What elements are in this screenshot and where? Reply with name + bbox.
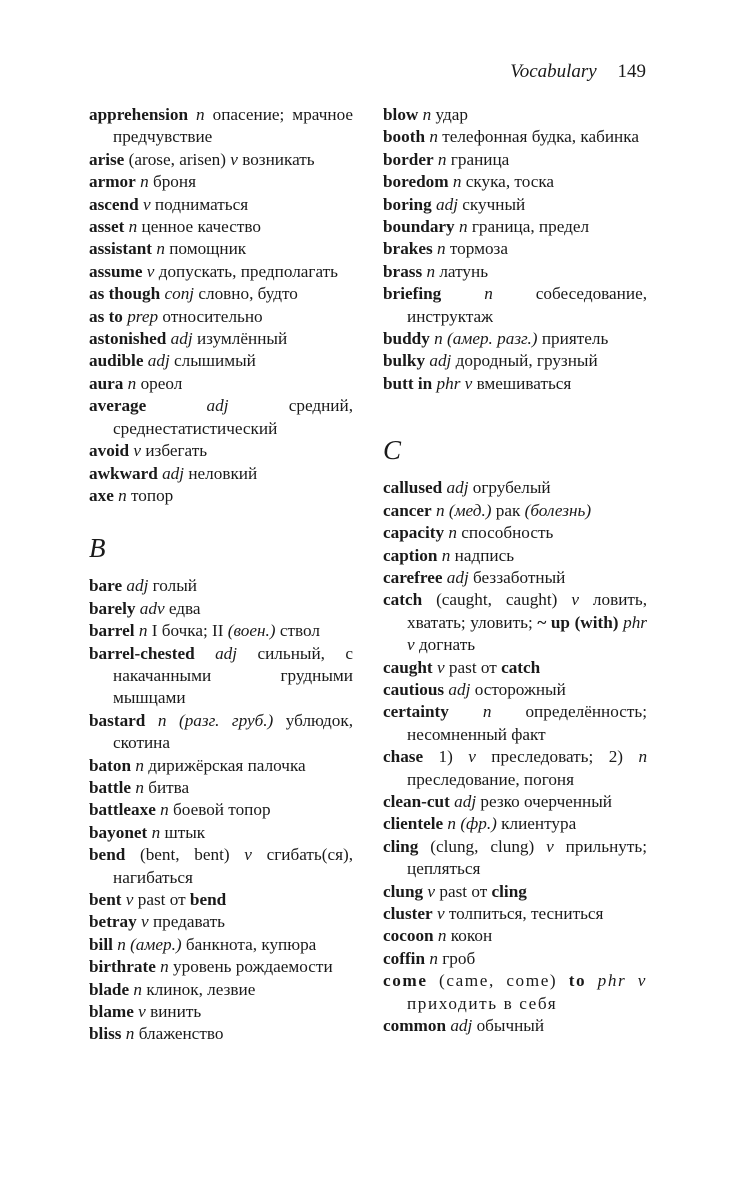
headword: caught (383, 657, 433, 677)
headword: assistant (89, 239, 153, 259)
part-of-speech: n (429, 948, 438, 968)
definition: удар (435, 105, 469, 124)
part-of-speech: n (441, 545, 451, 565)
definition: избегать (145, 441, 208, 461)
definition: относительно (162, 306, 263, 326)
headword: bulky (383, 351, 426, 371)
dictionary-entry (89, 350, 353, 372)
definition: приятель (541, 329, 609, 349)
headword: arise (89, 149, 125, 169)
definition: граница, предел (471, 217, 590, 237)
definition: ореол (140, 373, 183, 393)
dictionary-entry (89, 598, 353, 620)
definition: ублюдок, скотина (113, 710, 353, 753)
part-of-speech: n (638, 747, 648, 767)
dictionary-entry (89, 643, 353, 710)
part-of-speech: v (436, 657, 445, 677)
part-of-speech: adj (206, 396, 229, 416)
headword: ascend (89, 194, 139, 214)
entries-c (383, 477, 647, 1037)
usage-label: (болезнь) (524, 500, 592, 520)
part-of-speech: prep (127, 306, 159, 326)
headword: brass (383, 261, 423, 281)
cross-reference: bend (189, 890, 227, 909)
dictionary-entry (383, 948, 647, 970)
dictionary-entry (383, 216, 647, 238)
dictionary-entry (383, 903, 647, 925)
part-of-speech: adj (215, 643, 238, 663)
part-of-speech: v (230, 149, 238, 169)
section-letter-b: B (89, 533, 106, 564)
definition: граница (450, 149, 510, 169)
definition: определённость; несомненный факт (407, 702, 647, 744)
part-of-speech: conj (164, 284, 195, 304)
definition: кокон (450, 926, 493, 946)
part-of-speech: n (160, 800, 169, 820)
headword: blame (89, 1002, 134, 1022)
definition: обычный (476, 1016, 545, 1036)
definition: подниматься (154, 194, 249, 214)
headword: certainty (383, 702, 449, 722)
usage-label: (разг. груб.) (178, 710, 274, 730)
dictionary-entry (89, 306, 353, 328)
definition: изумлённый (196, 329, 288, 349)
part-of-speech: n (437, 926, 447, 946)
definition: скука, тоска (465, 172, 555, 192)
headword: axe (89, 485, 114, 505)
dictionary-entry (383, 522, 647, 544)
verb-forms: (bent, bent) (139, 845, 230, 865)
part-of-speech: v (146, 261, 155, 281)
definition: резко очерченный (480, 791, 612, 811)
dictionary-entry (89, 1001, 353, 1023)
dictionary-entry (383, 701, 647, 746)
dictionary-entry (89, 979, 353, 1001)
part-of-speech: n (160, 957, 169, 977)
headword: brakes (383, 239, 433, 259)
part-of-speech: n (156, 239, 165, 259)
headword: clung (383, 881, 424, 901)
headword: barrel-chested (89, 643, 195, 663)
definition: ценное качество (141, 217, 261, 237)
definition: догнать (418, 635, 476, 655)
headword: bayonet (89, 822, 148, 842)
dictionary-entry (383, 500, 647, 522)
part-of-speech: n (458, 217, 468, 237)
headword: assume (89, 261, 143, 281)
dictionary-entry (383, 589, 647, 656)
part-of-speech: n (138, 621, 148, 641)
dictionary-entry (89, 620, 353, 642)
part-of-speech: adj (170, 329, 193, 349)
dictionary-entry (383, 925, 647, 947)
headword: butt in (383, 373, 433, 393)
dictionary-entry (89, 799, 353, 821)
part-of-speech: v (138, 1002, 146, 1022)
part-of-speech: adj (448, 679, 471, 699)
dictionary-entry (89, 440, 353, 462)
definition: надпись (454, 545, 515, 565)
dictionary-entry (383, 149, 647, 171)
definition: блаженство (138, 1024, 224, 1044)
part-of-speech: n (135, 777, 144, 797)
definition: собеседование, инструктаж (407, 284, 647, 326)
part-of-speech: n (422, 105, 432, 124)
dictionary-entry (89, 194, 353, 216)
part-of-speech: n (426, 261, 436, 281)
definition: неловкий (188, 463, 258, 483)
dictionary-entry (383, 328, 647, 350)
usage-label: (мед.) (448, 500, 492, 520)
part-of-speech: n (435, 500, 445, 520)
dictionary-entry (383, 881, 647, 903)
dictionary-entry (89, 755, 353, 777)
definition: осторожный (474, 679, 566, 699)
usage-label: (амер. разг.) (447, 329, 538, 349)
part-of-speech: n (448, 523, 457, 543)
part-of-speech: adv (139, 598, 165, 618)
definition: дирижёрская палочка (148, 755, 306, 775)
part-of-speech: v (427, 881, 436, 901)
headword: boredom (383, 172, 449, 192)
part-of-speech: n (447, 814, 457, 834)
dictionary-entry (383, 746, 647, 791)
part-of-speech: adj (147, 351, 170, 371)
definition: броня (152, 172, 196, 192)
definition: past от (439, 881, 488, 901)
part-of-speech: v (141, 912, 149, 932)
headword: cocoon (383, 926, 434, 946)
definition: беззаботный (473, 567, 566, 587)
headword: armor (89, 172, 136, 192)
definition: сильный, с накачанными грудными мышцами (113, 643, 353, 708)
part-of-speech: adj (429, 351, 452, 371)
dictionary-entry (383, 104, 647, 126)
definition: топор (131, 485, 174, 505)
dictionary-entry (383, 126, 647, 148)
definition: латунь (439, 261, 489, 281)
dictionary-entry (383, 261, 647, 283)
definition: преследование, погоня (407, 769, 575, 789)
particle: to (568, 971, 587, 991)
dictionary-entry (383, 791, 647, 813)
cross-reference: cling (491, 881, 527, 901)
headword: blow (383, 105, 419, 124)
headword: carefree (383, 567, 443, 587)
dictionary-entry (89, 238, 353, 260)
definition: слышимый (174, 351, 256, 371)
headword: cancer (383, 500, 432, 520)
headword: battle (89, 777, 132, 797)
dictionary-entry (89, 463, 353, 485)
headword: cling (383, 836, 419, 856)
definition: помощник (169, 239, 247, 259)
part-of-speech: adj (450, 1016, 473, 1036)
definition: прильнуть; цепляться (407, 836, 647, 879)
part-of-speech: adj (162, 463, 185, 483)
headword: come (383, 971, 428, 991)
dictionary-entry (89, 261, 353, 283)
verb-forms: (arose, arisen) (128, 149, 226, 169)
definition: боевой топор (173, 800, 271, 820)
headword: clean-cut (383, 791, 450, 811)
headword: cluster (383, 904, 433, 923)
definition: штык (164, 822, 206, 842)
part-of-speech: n (436, 239, 446, 259)
part-of-speech: n (117, 934, 126, 954)
verb-forms: (came, come) (439, 971, 558, 991)
definition: сгибать(ся), нагибаться (113, 845, 354, 887)
section-letter-c: C (383, 435, 402, 466)
page-number: 149 (617, 61, 646, 82)
dictionary-entry (383, 194, 647, 216)
definition: опасение; мрачное предчувствие (113, 105, 353, 147)
usage-label: (фр.) (460, 814, 497, 834)
part-of-speech: n (157, 710, 167, 730)
verb-forms: (caught, caught) (436, 590, 558, 610)
headword: bend (89, 845, 126, 865)
part-of-speech: v (436, 904, 445, 923)
dictionary-entry (89, 911, 353, 933)
headword: bent (89, 890, 122, 909)
dictionary-entry (383, 567, 647, 589)
definition: рак (495, 500, 521, 520)
definition: тормоза (449, 239, 508, 259)
part-of-speech: n (437, 149, 447, 169)
definition: возникать (242, 149, 315, 169)
part-of-speech: n (140, 172, 149, 192)
part-of-speech: adj (126, 576, 149, 596)
part-of-speech: adj (436, 194, 458, 214)
running-title: Vocabulary (510, 61, 597, 82)
definition: предавать (152, 912, 225, 932)
part-of-speech: n (429, 127, 438, 147)
definition: past от (448, 657, 497, 677)
headword: briefing (383, 284, 442, 304)
right-column (383, 104, 647, 1037)
definition: вмешиваться (476, 373, 572, 393)
headword: callused (383, 478, 443, 498)
part-of-speech: n (135, 755, 144, 775)
sense-number: 2) (608, 747, 624, 767)
definition: I бочка; II (151, 621, 224, 641)
definition: преследовать; (491, 747, 594, 767)
headword: aura (89, 373, 124, 393)
headword: capacity (383, 523, 445, 543)
dictionary-entry (89, 1023, 353, 1045)
definition: битва (148, 777, 190, 797)
definition: уровень рождаемости (173, 957, 333, 977)
headword: catch (383, 590, 423, 610)
dictionary-entry (383, 350, 647, 372)
headword: common (383, 1016, 447, 1036)
dictionary-entry (89, 485, 353, 507)
headword: cautious (383, 679, 445, 699)
definition: клиентура (501, 814, 577, 834)
definition: винить (150, 1002, 202, 1022)
dictionary-entry (383, 970, 647, 1015)
definition: способность (461, 523, 554, 543)
part-of-speech: adj (454, 791, 477, 811)
part-of-speech: n (125, 1024, 135, 1044)
definition: дородный, грузный (455, 351, 598, 371)
dictionary-entry (383, 373, 647, 395)
headword: bill (89, 934, 113, 954)
dictionary-entry (383, 283, 647, 328)
part-of-speech: n (118, 485, 127, 505)
sub-headword: ~ up (with) (537, 612, 619, 632)
definition: огрубелый (472, 478, 551, 498)
dictionary-entry (89, 216, 353, 238)
definition: едва (168, 598, 201, 618)
dictionary-entry (89, 956, 353, 978)
definition: клинок, лезвие (146, 979, 256, 999)
headword: chase (383, 747, 424, 767)
headword: barrel (89, 621, 135, 641)
headword: asset (89, 217, 125, 237)
left-column (89, 104, 353, 1046)
definition: толпиться, тесниться (448, 904, 604, 923)
usage-label: (амер.) (130, 934, 182, 954)
dictionary-entry (89, 575, 353, 597)
dictionary-entry (89, 171, 353, 193)
headword: bliss (89, 1024, 122, 1044)
part-of-speech: v (468, 747, 476, 767)
verb-forms: (clung, clung) (430, 836, 535, 856)
part-of-speech: adj (446, 478, 469, 498)
headword: as though (89, 284, 161, 304)
definition: приходить в себя (407, 993, 558, 1013)
headword: boundary (383, 217, 455, 237)
headword: birthrate (89, 957, 156, 977)
dictionary-entry (89, 822, 353, 844)
part-of-speech: n (128, 217, 138, 237)
dictionary-entry (383, 836, 647, 881)
dictionary-entry (89, 710, 353, 755)
definition: голый (152, 576, 197, 596)
part-of-speech: v (571, 590, 579, 610)
dictionary-entry (89, 395, 353, 440)
dictionary-entry (383, 813, 647, 835)
headword: border (383, 149, 434, 169)
dictionary-entry (89, 104, 353, 149)
headword: awkward (89, 463, 158, 483)
headword: boring (383, 194, 432, 214)
dictionary-entry (89, 328, 353, 350)
part-of-speech: n (452, 172, 462, 192)
sense-number: 1) (438, 747, 453, 767)
running-header (510, 60, 646, 84)
headword: coffin (383, 948, 426, 968)
part-of-speech: v (546, 836, 554, 856)
headword: betray (89, 912, 137, 932)
dictionary-entry (89, 149, 353, 171)
part-of-speech: n (482, 702, 492, 722)
dictionary-entry (383, 477, 647, 499)
headword: average (89, 396, 147, 416)
headword: as to (89, 306, 123, 326)
part-of-speech: n (151, 822, 161, 842)
headword: caption (383, 545, 438, 565)
dictionary-entry (383, 679, 647, 701)
headword: battleaxe (89, 800, 156, 820)
headword: blade (89, 979, 130, 999)
dictionary-entry (383, 545, 647, 567)
headword: bastard (89, 710, 146, 730)
usage-label: (воен.) (227, 621, 276, 641)
part-of-speech: v (142, 194, 151, 214)
definition: ловить, хватать; уловить; (407, 590, 648, 632)
dictionary-entry (383, 238, 647, 260)
part-of-speech: phr v (436, 373, 473, 393)
headword: avoid (89, 441, 130, 461)
definition: словно, будто (198, 284, 298, 304)
part-of-speech: v (133, 441, 142, 461)
headword: barely (89, 598, 136, 618)
part-of-speech: n (133, 979, 143, 999)
part-of-speech: n (127, 373, 137, 393)
part-of-speech: n (484, 284, 493, 304)
part-of-speech: v (244, 845, 252, 865)
definition: средний, среднестатистический (113, 396, 353, 438)
definition: банкнота, купюра (185, 934, 317, 954)
definition: скучный (462, 194, 526, 214)
definition: ствол (279, 621, 320, 641)
definition: допускать, предполагать (158, 261, 338, 281)
dictionary-entry (89, 283, 353, 305)
headword: apprehension (89, 105, 189, 124)
entries-b (89, 575, 353, 1046)
dictionary-entry (89, 934, 353, 956)
dictionary-entry (383, 657, 647, 679)
headword: bare (89, 576, 123, 596)
dictionary-entry (383, 171, 647, 193)
definition: гроб (442, 948, 476, 968)
headword: audible (89, 351, 144, 371)
headword: booth (383, 127, 426, 147)
dictionary-entry (89, 373, 353, 395)
headword: buddy (383, 329, 430, 349)
dictionary-entry (383, 1015, 647, 1037)
entries-b-continued (383, 104, 647, 395)
cross-reference: catch (501, 657, 541, 677)
headword: astonished (89, 329, 167, 349)
dictionary-entry (89, 844, 353, 889)
dictionary-entry (89, 889, 353, 911)
part-of-speech: adj (446, 567, 469, 587)
definition: телефонная будка, кабинка (442, 127, 639, 147)
part-of-speech: phr v (597, 971, 648, 991)
definition: past от (137, 890, 186, 909)
entries-a (89, 104, 353, 507)
part-of-speech: n (196, 105, 205, 124)
headword: baton (89, 755, 132, 775)
headword: clientele (383, 814, 444, 834)
part-of-speech: n (434, 329, 443, 349)
dictionary-entry (89, 777, 353, 799)
part-of-speech: v (125, 890, 134, 909)
part-of-speech: phr v (407, 612, 647, 655)
